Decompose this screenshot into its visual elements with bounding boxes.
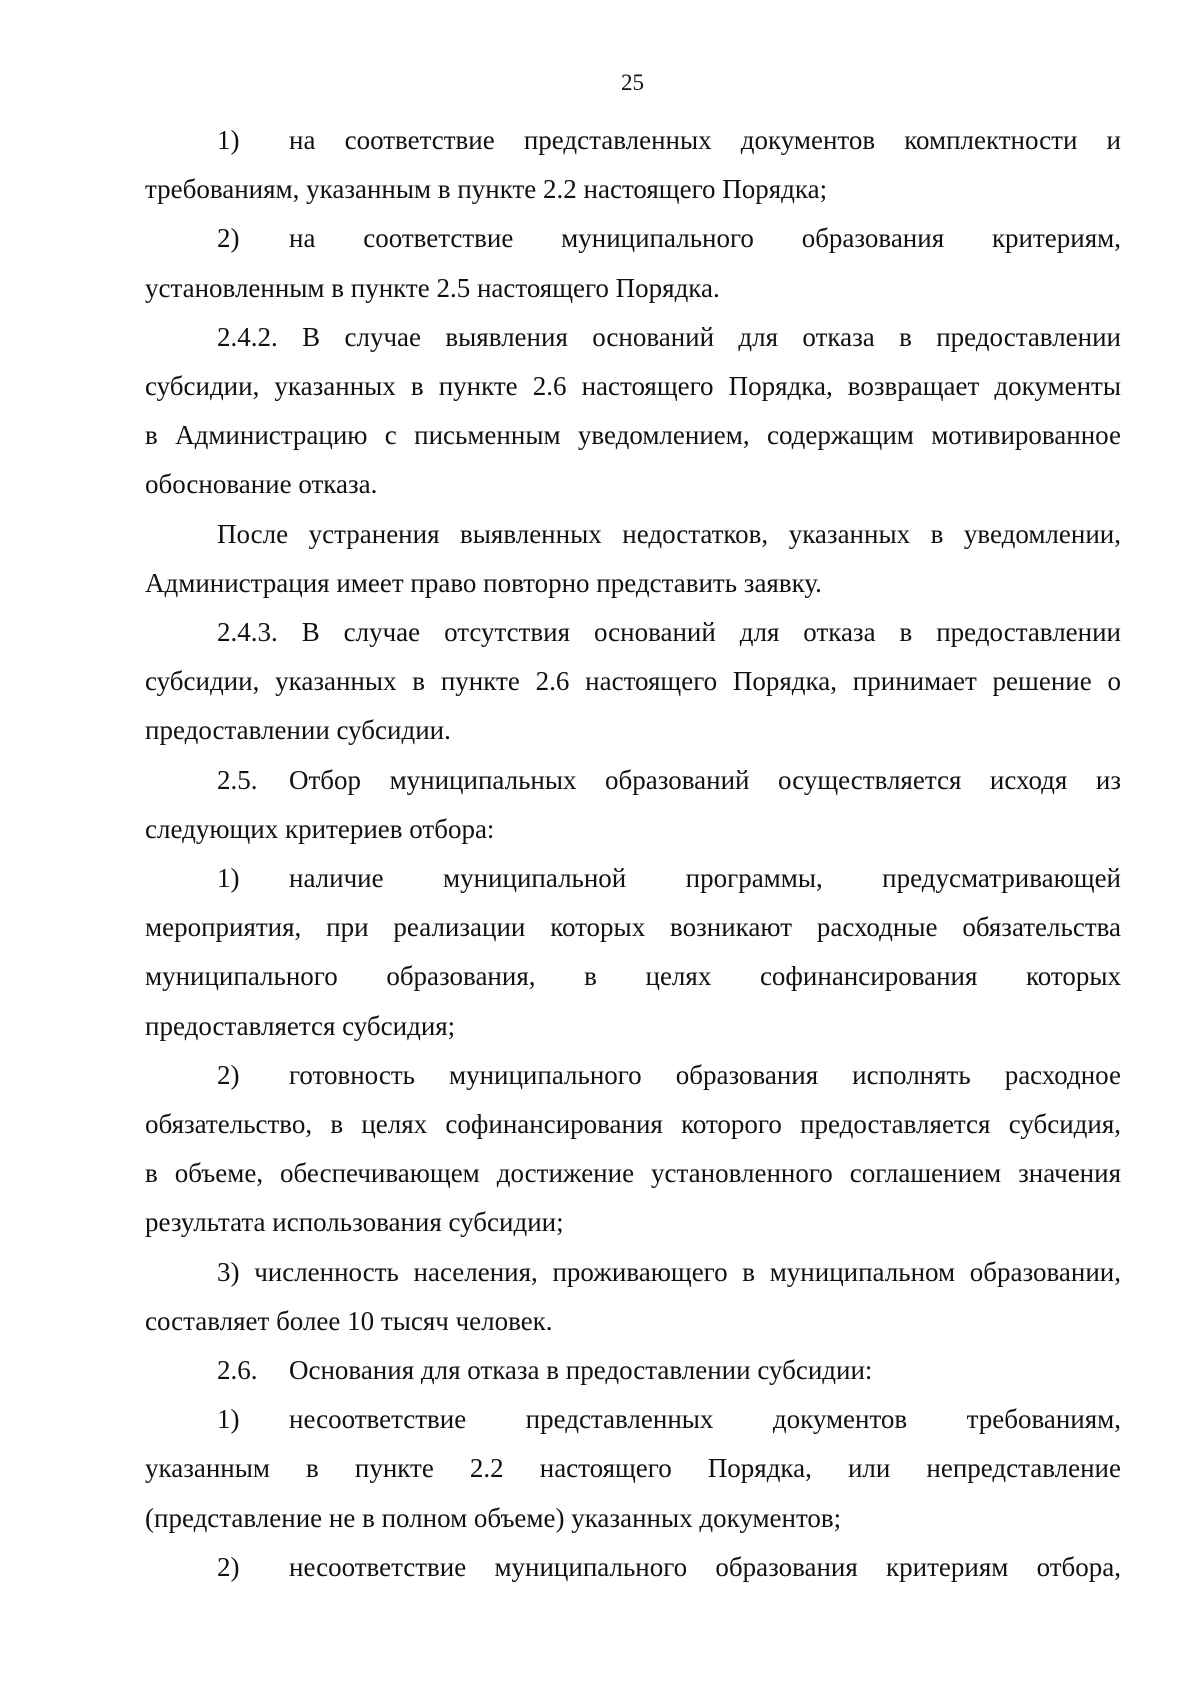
document-body <box>145 116 1121 1592</box>
text-line: (представление не в полном объеме) указанных документов; <box>145 1502 842 1533</box>
text-line: в объеме, обеспечивающем достижение установленного соглашением значения <box>145 1158 1121 1189</box>
text-line: 1) на соответствие представленных документов комплектности и <box>145 116 1121 165</box>
text-line: результата использования субсидии; <box>145 1207 564 1238</box>
text-line: 2.5. Отбор муниципальных образований осуществляется исходя из <box>145 756 1121 805</box>
text-line: требованиям, указанным в пункте 2.2 настоящего Порядка; <box>145 174 828 205</box>
page-number: 25 <box>621 70 644 95</box>
text-line: 2.4.3. В случае отсутствия оснований для отказа в предоставлении <box>217 617 1121 648</box>
text-line: 3) численность населения, проживающего в муниципальном образовании, <box>217 1256 1121 1287</box>
text-line: субсидии, указанных в пункте 2.6 настоящего Порядка, принимает решение о <box>145 666 1121 697</box>
text-line: составляет более 10 тысяч человек. <box>145 1305 553 1336</box>
list-marker: 2) <box>217 223 240 254</box>
text-line: предоставляется субсидия; <box>145 1010 456 1041</box>
list-marker: 1) <box>217 863 240 894</box>
list-marker: 1) <box>217 1404 240 1435</box>
text-line: Администрация имеет право повторно представить заявку. <box>145 567 822 598</box>
section-number: 2.6. <box>217 1355 258 1386</box>
list-marker: 1) <box>217 125 240 155</box>
text-line: установленным в пункте 2.5 настоящего Порядка. <box>145 272 720 303</box>
text-line: следующих критериев отбора: <box>145 813 495 844</box>
text-line: обоснование отказа. <box>145 469 378 500</box>
text-line: 1) несоответствие представленных документов требованиям, <box>145 1395 1121 1444</box>
text-line: 2) на соответствие муниципального образования критериям, <box>145 214 1121 263</box>
text-line: 2) несоответствие муниципального образования критериям отбора, <box>145 1543 1121 1592</box>
text-line: 2.6. Основания для отказа в предоставлении субсидии: <box>145 1346 1121 1395</box>
text-line: муниципального образования, в целях софинансирования которых <box>145 961 1121 992</box>
text-line: 2.4.2. В случае выявления оснований для отказа в предоставлении <box>217 321 1121 352</box>
list-marker: 2) <box>217 1059 240 1090</box>
text-line: предоставлении субсидии. <box>145 715 451 746</box>
text-line: в Администрацию с письменным уведомлением, содержащим мотивированное <box>145 420 1121 451</box>
list-marker: 2) <box>217 1551 240 1582</box>
text-line: субсидии, указанных в пункте 2.6 настоящего Порядка, возвращает документы <box>145 371 1121 402</box>
text-line: указанным в пункте 2.2 настоящего Порядка, или непредставление <box>145 1453 1121 1484</box>
text-line: После устранения выявленных недостатков, указанных в уведомлении, <box>217 518 1121 549</box>
text-line: мероприятия, при реализации которых возникают расходные обязательства <box>145 912 1121 943</box>
section-number: 2.5. <box>217 764 258 795</box>
text-line: 2) готовность муниципального образования исполнять расходное <box>145 1051 1121 1100</box>
text-line: обязательство, в целях софинансирования которого предоставляется субсидия, <box>145 1109 1121 1140</box>
text-line: 1) наличие муниципальной программы, предусматривающей <box>145 854 1121 903</box>
